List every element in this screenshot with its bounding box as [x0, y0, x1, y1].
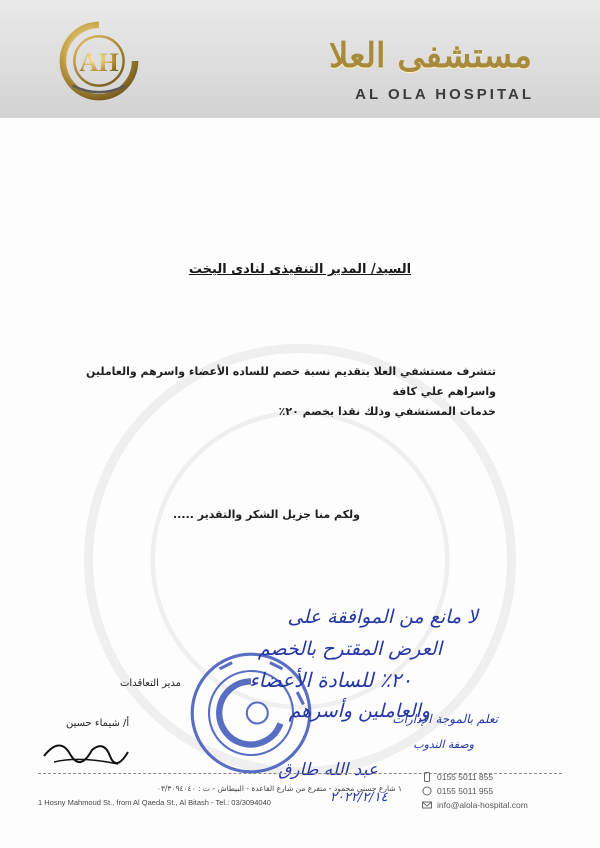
- handwritten-note-line: وصفة الندوب: [413, 738, 474, 751]
- paragraph-line: تتشرف مستشفي العلا بتقديم نسبة خصم للساده الأعضاء واسرهم والعاملين واسراهم علي كافة: [85, 365, 496, 398]
- phone-number: 0155 5011 855: [437, 772, 494, 782]
- footer-address-english: 1 Hosny Mahmoud St., from Al Qaeda St., Al Bitash - Tel.: 03/3094040: [38, 798, 271, 807]
- handwritten-note-line: لا مانع من الموافقة على: [287, 606, 478, 628]
- signatory-name: أ/ شيماء حسين: [66, 718, 130, 729]
- footer-phone-1: [422, 772, 493, 782]
- salutation-text: السيد/ المدير التنفيذى لنادى اليخت: [188, 262, 412, 277]
- footer-email: [422, 800, 528, 810]
- handwritten-signature: عبد الله طارق: [278, 760, 378, 780]
- handwritten-date: ٢٠٢٢/٢/١٤: [330, 790, 388, 805]
- brand-name-english: AL OLA HOSPITAL: [355, 86, 534, 103]
- email-icon: [422, 800, 432, 810]
- handwritten-note-line: العرض المقترح بالخصم: [257, 638, 442, 660]
- handwritten-note-line: ٢٠٪ للسادة الأعضاء: [249, 668, 412, 692]
- hospital-logo-icon: [58, 20, 140, 102]
- signatory-role: مدير التعاقدات: [120, 678, 182, 689]
- whatsapp-icon: [422, 786, 432, 796]
- handwritten-note-line: والعاملين وأسرهم: [288, 700, 430, 722]
- paragraph-line: خدمات المستشفي وذلك نقدا بخصم ٢٠٪: [278, 405, 496, 418]
- email-address: info@alola-hospital.com: [437, 800, 528, 810]
- phone-icon: [422, 772, 432, 782]
- closing-line: ولكم منا جزيل الشكر والتقدير .....: [173, 508, 360, 521]
- brand-name-arabic: مستشفى العلا: [328, 36, 532, 76]
- signature-icon: [40, 726, 132, 770]
- footer-address-arabic: ١ شارع حسني محمود - متفرع من شارع القاعدة - البيطاش - ت : ٠٣/٣٠٩٤٠٤٠: [156, 784, 402, 793]
- handwritten-note-line: تعلم بالموجة الإدارات: [392, 712, 498, 726]
- offer-paragraph: [76, 362, 496, 422]
- phone-number: 0155 5011 955: [437, 786, 494, 796]
- svg-text:AH: AH: [79, 47, 119, 77]
- letterhead-header: [0, 0, 600, 118]
- footer-phone-2: [422, 786, 493, 796]
- salutation: [150, 262, 450, 277]
